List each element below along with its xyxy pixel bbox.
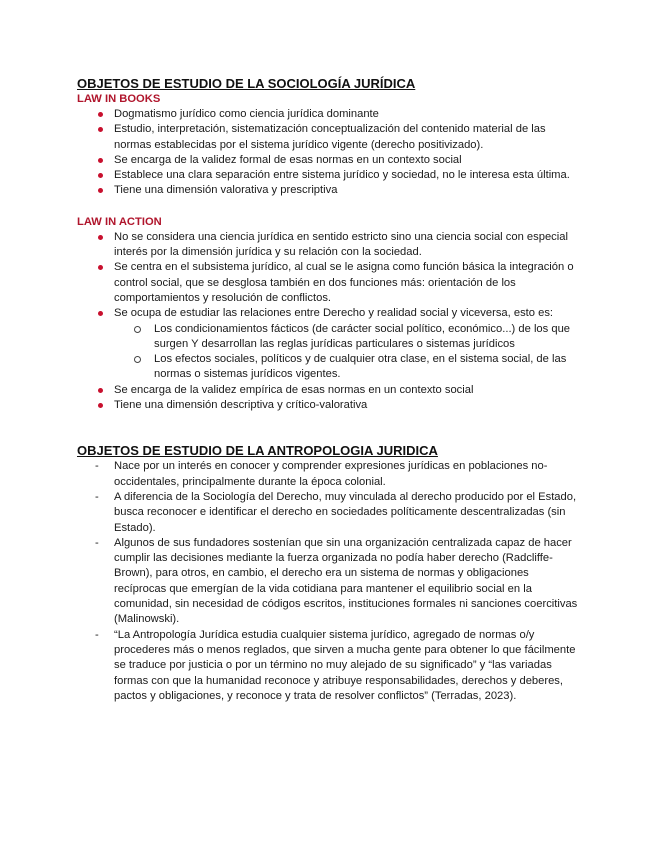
law-in-books-list bbox=[77, 107, 582, 199]
law-in-action-list bbox=[77, 230, 582, 414]
list-item: Dogmatismo jurídico como ciencia jurídica dominante bbox=[77, 107, 582, 122]
list-item: Se encarga de la validez formal de esas normas en un contexto social bbox=[77, 153, 582, 168]
list-item: Establece una clara separación entre sistema jurídico y sociedad, no le interesa esta última. bbox=[77, 168, 582, 183]
list-item: Tiene una dimensión valorativa y prescriptiva bbox=[77, 183, 582, 198]
sub-list bbox=[114, 322, 582, 383]
list-item: Estudio, interpretación, sistematización conceptualización del contenido material de las normas establecidas por el sistema jurídico vigente (derecho positivizado). bbox=[77, 122, 582, 153]
bullet-icon bbox=[98, 127, 103, 132]
circle-bullet-icon bbox=[134, 326, 141, 333]
section-title-sociologia: OBJETOS DE ESTUDIO DE LA SOCIOLOGÍA JURÍDICA bbox=[77, 76, 416, 91]
bullet-icon bbox=[98, 265, 103, 270]
list-item: Se ocupa de estudiar las relaciones entre Derecho y realidad social y viceversa, esto es: Los condicionamientos fácticos (de carácter social político, económico...) de los que surgen Y desarrollan las reglas jurídicas particulares o sistemas jurídicos Los efectos sociales, políticos y de cualquier otra clase, en el sistema social, de las normas o sistemas jurídicos vigentes. bbox=[77, 306, 582, 382]
dash-marker: - bbox=[95, 460, 99, 473]
bullet-icon bbox=[98, 188, 103, 193]
heading-law-in-action: LAW IN ACTION bbox=[77, 215, 162, 228]
dash-marker: - bbox=[95, 628, 99, 641]
antropologia-list bbox=[77, 459, 582, 704]
list-item: Se encarga de la validez empírica de esas normas en un contexto social bbox=[77, 383, 582, 398]
bullet-icon bbox=[98, 112, 103, 117]
list-item: No se considera una ciencia jurídica en sentido estricto sino una ciencia social con especial interés por la dimensión jurídica y su relación con la sociedad. bbox=[77, 230, 582, 261]
list-item: - A diferencia de la Sociología del Derecho, muy vinculada al derecho producido por el Estado, busca reconocer e identificar el derecho en sociedades políticamente descentralizadas (sin Estado). bbox=[95, 490, 577, 534]
list-item: - “La Antropología Jurídica estudia cualquier sistema jurídico, agregado de normas o/y procederes más o menos reglados, que sirven a mucha gente para obtener lo que fácilmente se traduce por justicia o por un término no muy alejado de su significado” y “las variadas formas con que la humanidad reconoce y atribuye responsabilidades, derechos y deberes, pactos y obligaciones, y reconoce y trata de resolver conflictos” (Terradas, 2023). bbox=[95, 628, 576, 702]
dash-marker: - bbox=[95, 490, 99, 503]
list-item: - Nace por un interés en conocer y comprender expresiones jurídicas en poblaciones no-occidentales, principalmente durante la época colonial. bbox=[95, 460, 548, 488]
list-item: Tiene una dimensión descriptiva y crítico-valorativa bbox=[77, 398, 582, 413]
list-item: - Algunos de sus fundadores sostenían que sin una organización centralizada capaz de hacer cumplir las decisiones mediante la fuerza organizada no podía haber derecho (Radcliffe-Brown), para otros, en cambio, el derecho era un sistema de normas y obligaciones recíprocas que emergían de la vida cotidiana para mantener el equilibrio social en la comunidad, sin necesidad de códigos escritos, instituciones formales ni sanciones coercitivas (Malinowski). bbox=[95, 536, 578, 626]
sub-list-item: Los condicionamientos fácticos (de carácter social político, económico...) de los que surgen Y desarrollan las reglas jurídicas particulares o sistemas jurídicos bbox=[114, 322, 582, 353]
section-title-antropologia: OBJETOS DE ESTUDIO DE LA ANTROPOLOGIA JURIDICA bbox=[77, 443, 438, 459]
circle-bullet-icon bbox=[134, 356, 141, 363]
bullet-icon bbox=[98, 388, 103, 393]
document-content bbox=[77, 76, 582, 704]
dash-marker: - bbox=[95, 536, 99, 549]
sub-list-item: Los efectos sociales, políticos y de cualquier otra clase, en el sistema social, de las normas o sistemas jurídicos vigentes. bbox=[114, 352, 582, 383]
bullet-icon bbox=[98, 235, 103, 240]
bullet-icon bbox=[98, 158, 103, 163]
heading-law-in-books: LAW IN BOOKS bbox=[77, 93, 161, 105]
bullet-icon bbox=[98, 173, 103, 178]
bullet-icon bbox=[98, 311, 103, 316]
bullet-icon bbox=[98, 403, 103, 408]
list-item: Se centra en el subsistema jurídico, al cual se le asigna como función básica la integración o control social, que se desglosa también en dos funciones más: orientación de los comportamientos y resolución de conflictos. bbox=[77, 260, 582, 306]
